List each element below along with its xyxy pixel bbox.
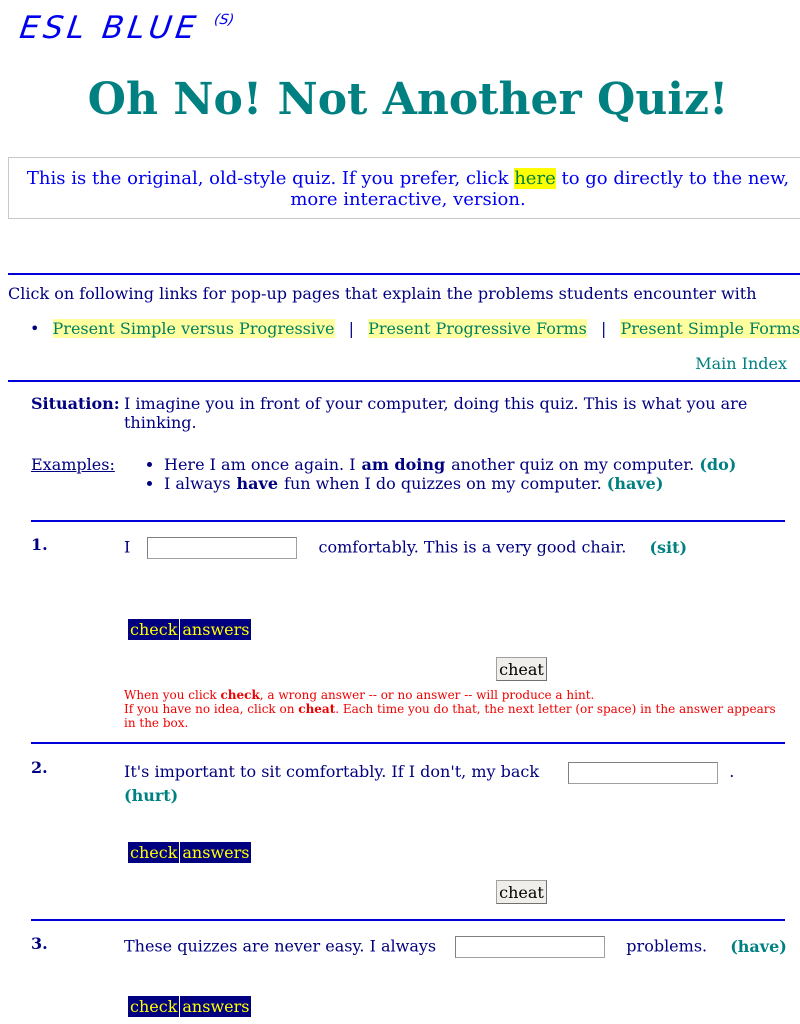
- question-divider: [31, 742, 785, 744]
- question-verb: (have): [730, 936, 787, 956]
- answers-button[interactable]: answers: [182, 997, 250, 1016]
- main-index-link[interactable]: Main Index: [695, 354, 787, 373]
- question-verb: (sit): [649, 537, 688, 557]
- example-text: Here I am once again. I: [164, 455, 356, 474]
- hint-line: When you click: [124, 688, 221, 702]
- question-1-buttons: [128, 619, 252, 640]
- question-number: 2.: [31, 758, 48, 777]
- hint-line: . Each time you do that, the next letter (or space) in the answer appears in the box.: [124, 702, 776, 730]
- check-button[interactable]: check: [130, 620, 178, 639]
- answer-input-2[interactable]: [568, 762, 718, 784]
- question-3: [124, 936, 787, 958]
- cheat-button[interactable]: cheat: [496, 657, 547, 681]
- logo-text: ESL BLUE: [17, 10, 202, 46]
- question-text: problems.: [626, 936, 708, 956]
- question-verb: (hurt): [124, 785, 179, 805]
- question-1: [124, 537, 687, 559]
- situation-text: I imagine you in front of your computer, doing this quiz. This is what you are thinking.: [124, 394, 748, 432]
- logo-sup: (S): [213, 12, 236, 28]
- question-text: It's important to sit comfortably. If I don't, my back: [124, 762, 540, 781]
- example-item: [164, 455, 736, 474]
- question-divider: [31, 520, 785, 522]
- answer-input-1[interactable]: [147, 537, 297, 559]
- page-title: Oh No! Not Another Quiz!: [87, 74, 729, 125]
- question-number: 3.: [31, 934, 48, 953]
- example-text: I always: [164, 474, 231, 493]
- example-text: fun when I do quizzes on my computer.: [284, 474, 602, 493]
- answers-button[interactable]: answers: [182, 620, 250, 639]
- notice-text-after: to go directly to the new, more interactive, version.: [290, 168, 790, 210]
- example-item: [164, 474, 736, 493]
- example-answer: have: [236, 474, 279, 493]
- hint-bold: cheat: [298, 702, 336, 716]
- check-button[interactable]: check: [130, 843, 178, 862]
- answer-input-3[interactable]: [455, 936, 605, 958]
- link-present-progressive-forms[interactable]: Present Progressive Forms: [368, 319, 587, 338]
- here-link[interactable]: here: [514, 168, 556, 189]
- intro-text: Click on following links for pop-up pages that explain the problems students encounter with: [8, 284, 757, 303]
- examples-label: Examples:: [31, 455, 115, 474]
- example-verb: (have): [606, 474, 664, 493]
- example-text: another quiz on my computer.: [451, 455, 695, 474]
- explanation-links: [30, 319, 800, 338]
- hint-line: , a wrong answer -- or no answer -- will produce a hint.: [259, 688, 595, 702]
- question-text: comfortably. This is a very good chair.: [318, 537, 627, 557]
- example-answer: am doing: [361, 455, 446, 474]
- answers-button[interactable]: answers: [182, 843, 250, 862]
- notice-text-before: This is the original, old-style quiz. If you prefer, click: [26, 168, 515, 189]
- hint-text: [124, 688, 784, 730]
- link-present-simple-forms[interactable]: Present Simple Forms: [620, 319, 800, 338]
- hint-line: If you have no idea, click on: [124, 702, 299, 716]
- question-text: .: [729, 762, 735, 781]
- examples-list: [146, 455, 736, 493]
- question-2: [124, 760, 764, 807]
- link-present-simple-vs-progressive[interactable]: Present Simple versus Progressive: [52, 319, 335, 338]
- check-button[interactable]: check: [130, 997, 178, 1016]
- link-separator: |: [600, 319, 607, 338]
- link-separator: |: [348, 319, 354, 338]
- esl-blue-logo: [17, 10, 235, 46]
- question-divider: [31, 919, 785, 921]
- question-2-buttons: [128, 842, 252, 863]
- question-text: These quizzes are never easy. I always: [124, 936, 437, 956]
- cheat-button[interactable]: cheat: [496, 880, 547, 904]
- question-text: I: [124, 537, 131, 557]
- old-style-notice: [8, 157, 800, 219]
- question-number: 1.: [31, 535, 48, 554]
- situation-label: Situation:: [31, 394, 120, 413]
- divider: [8, 380, 800, 382]
- hint-bold: check: [220, 688, 260, 702]
- question-3-buttons: [128, 996, 252, 1017]
- divider: [8, 273, 800, 275]
- bullet-icon: •: [30, 319, 40, 338]
- example-verb: (do): [699, 455, 737, 474]
